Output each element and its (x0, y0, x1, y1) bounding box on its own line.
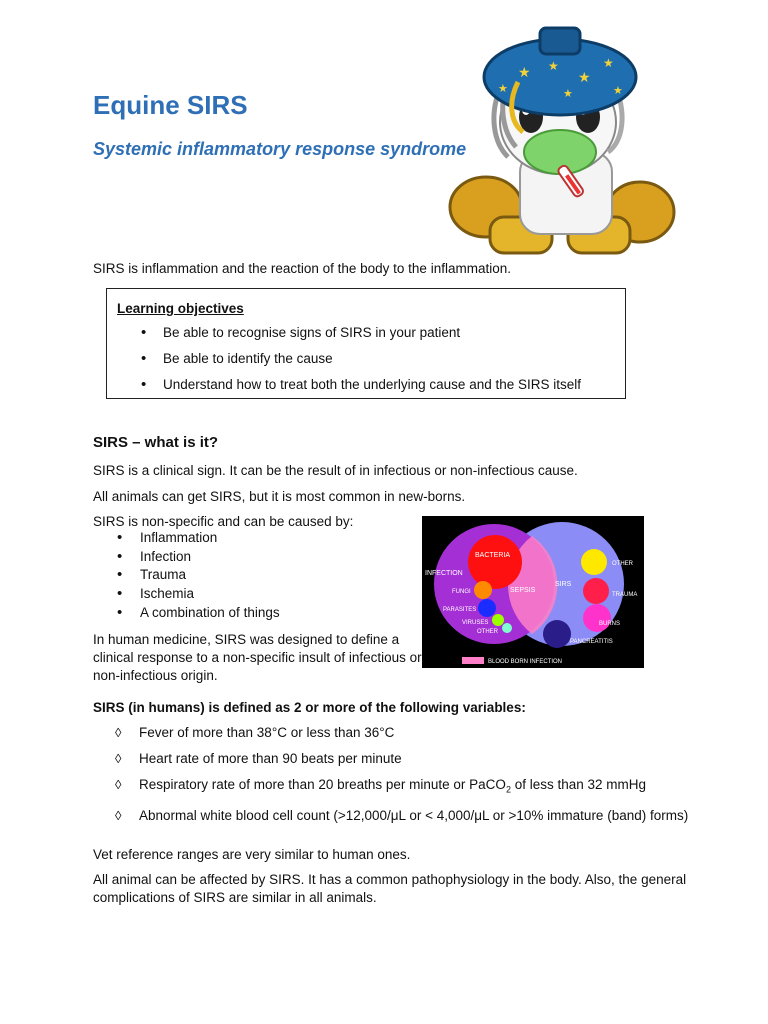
list-item: ◊ Abnormal white blood cell count (>12,000/μL or < 4,000/μL or >10% immature (band) forms) (93, 807, 693, 825)
sick-pony-illustration (448, 22, 676, 256)
label-pancreatitis: PANCREATITIS (570, 639, 613, 645)
svg-text:★: ★ (518, 64, 531, 80)
respiratory-text-end: of less than 32 mmHg (510, 777, 647, 792)
list-item: • A combination of things (93, 605, 280, 624)
svg-text:★: ★ (578, 69, 591, 85)
learning-objectives-box (106, 288, 626, 399)
label-trauma: TRAUMA (612, 592, 638, 598)
sirs-venn-diagram (422, 516, 644, 668)
list-item: • Be able to recognise signs of SIRS in your patient (107, 325, 581, 351)
label-other-left: OTHER (477, 629, 498, 635)
paragraph-newborns: All animals can get SIRS, but it is most common in new-borns. (93, 489, 466, 504)
svg-text:★: ★ (603, 56, 614, 70)
learning-objectives-title: Learning objectives (117, 301, 244, 316)
page-title: Equine SIRS (93, 90, 248, 120)
section-heading: SIRS – what is it? (93, 434, 219, 451)
svg-text:★: ★ (548, 59, 559, 73)
svg-text:★: ★ (498, 83, 508, 95)
respiratory-text: Respiratory rate of more than 20 breaths per minute or PaCO (139, 777, 506, 792)
paragraph-clinical-sign: SIRS is a clinical sign. It can be the result of in infectious or non-infectious cause. (93, 463, 578, 478)
list-item: • Ischemia (93, 586, 280, 605)
learning-objectives-list (107, 325, 581, 403)
label-parasites: PARASITES (443, 607, 477, 613)
label-blood-born: BLOOD BORN INFECTION (488, 659, 563, 665)
paragraph-vet-ranges: Vet reference ranges are very similar to human ones. (93, 847, 411, 862)
list-item: ◊ Heart rate of more than 90 beats per minute (93, 750, 693, 768)
label-sirs: SIRS (555, 581, 572, 588)
paragraph-all-animals: All animal can be affected by SIRS. It has a common pathophysiology in the body. Also, the general complications of SIRS are similar in all animals. (93, 872, 687, 905)
label-infection: INFECTION (425, 570, 463, 577)
list-item: ◊ Fever of more than 38°C or less than 36°C (93, 724, 693, 742)
label-other-right: OTHER (612, 561, 633, 567)
label-fungi: FUNGI (452, 589, 471, 595)
svg-text:★: ★ (563, 88, 573, 100)
paragraph-non-specific: SIRS is non-specific and can be caused by: (93, 514, 354, 529)
subscript-2: 2 (505, 784, 511, 795)
list-item: • Trauma (93, 567, 280, 586)
paragraph-human-medicine: In human medicine, SIRS was designed to define a clinical response to a non-specific insult of infectious or non-infectious origin. (93, 632, 422, 683)
list-item: • Be able to identify the cause (107, 351, 581, 377)
label-burns: BURNS (599, 621, 621, 627)
label-sepsis: SEPSIS (510, 587, 536, 594)
variables-heading: SIRS (in humans) is defined as 2 or more of the following variables: (93, 700, 526, 715)
label-viruses: VIRUSES (462, 620, 489, 626)
intro-text: SIRS is inflammation and the reaction of the body to the inflammation. (93, 261, 511, 276)
variables-list (93, 724, 693, 833)
label-bacteria: BACTERIA (475, 552, 511, 559)
svg-text:★: ★ (613, 85, 623, 97)
list-item: • Understand how to treat both the underlying cause and the SIRS itself (107, 377, 581, 403)
list-item (93, 776, 693, 799)
page-subtitle: Systemic inflammatory response syndrome (93, 139, 467, 159)
list-item: • Inflammation (93, 530, 280, 549)
causes-list (93, 530, 280, 623)
list-item: • Infection (93, 549, 280, 568)
